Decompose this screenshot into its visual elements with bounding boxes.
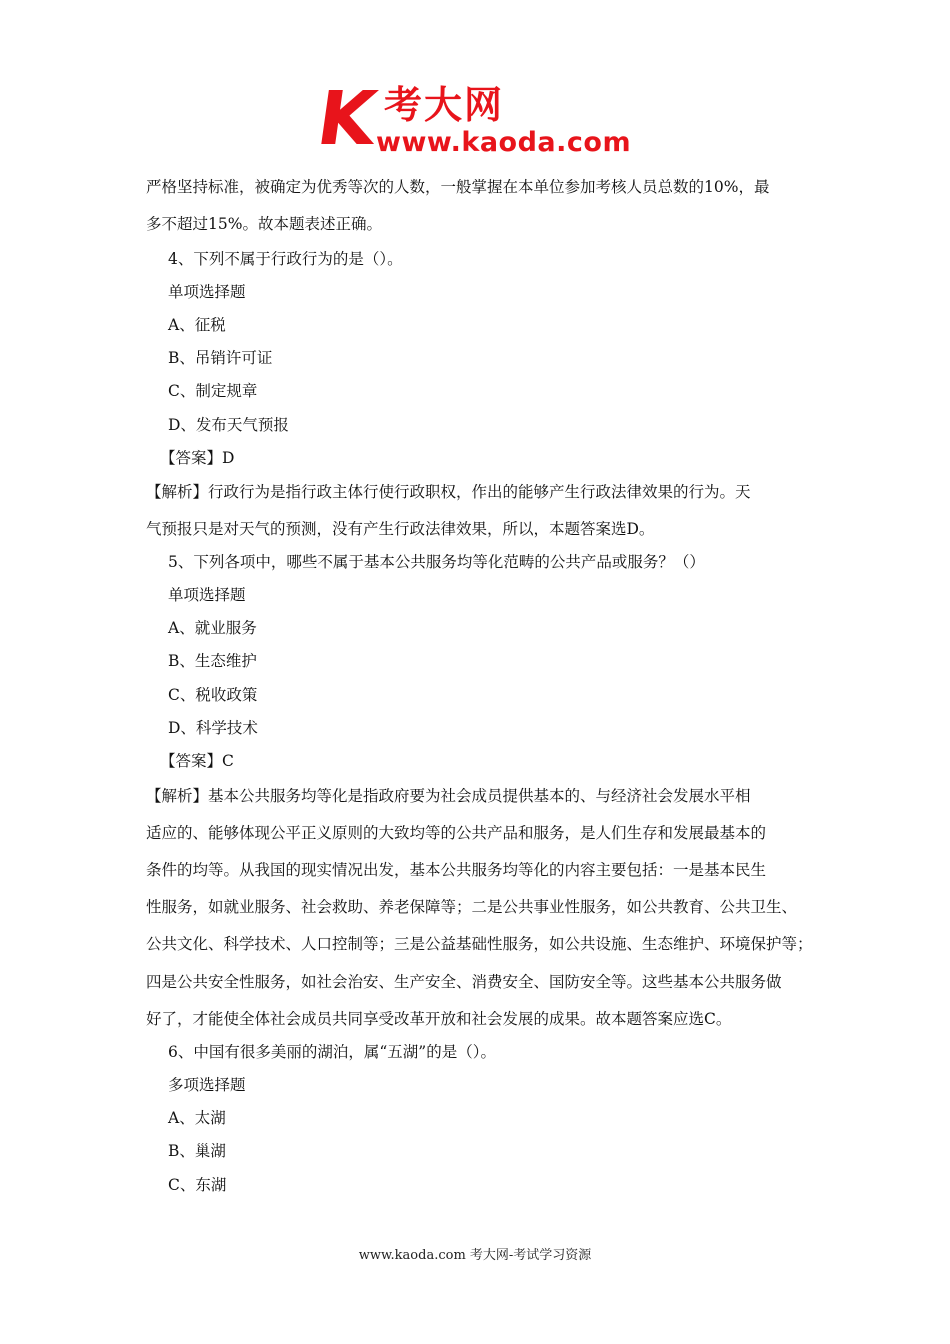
question-5: 5、下列各项中，哪些不属于基本公共服务均等化范畴的公共产品或服务？（）	[168, 553, 705, 571]
explanation-line: 性服务，如就业服务、社会救助、养老保障等；二是公共事业性服务，如公共教育、公共卫生、	[146, 898, 798, 916]
explanation-line: 公共文化、科学技术、人口控制等；三是公益基础性服务，如公共设施、生态维护、环境保护等；	[146, 935, 813, 953]
question-6: 6、中国有很多美丽的湖泊，属“五湖”的是（）。	[168, 1043, 496, 1061]
explanation-line: 四是公共安全性服务，如社会治安、生产安全、消费安全、国防安全等。这些基本公共服务做	[146, 973, 782, 991]
option-c: C、税收政策	[168, 686, 258, 704]
answer: 【答案】C	[160, 752, 234, 770]
logo-name: 考大网	[384, 83, 505, 127]
logo-k-mark: K	[311, 76, 382, 162]
explanation-line: 气预报只是对天气的预测，没有产生行政法律效果，所以，本题答案选D。	[146, 520, 655, 538]
question-type: 单项选择题	[168, 283, 246, 301]
option-a: A、太湖	[168, 1109, 226, 1127]
kaoda-logo	[311, 76, 638, 162]
question-type: 多项选择题	[168, 1076, 246, 1094]
explanation-line: 适应的、能够体现公平正义原则的大致均等的公共产品和服务，是人们生存和发展最基本的	[146, 824, 767, 842]
logo-url: www.kaoda.com	[376, 127, 632, 158]
explanation-line: 【解析】行政行为是指行政主体行使行政职权，作出的能够产生行政法律效果的行为。天	[146, 483, 751, 501]
option-c: C、制定规章	[168, 382, 258, 400]
option-d: D、科学技术	[168, 719, 258, 737]
page-footer: www.kaoda.com 考大网-考试学习资源	[358, 1248, 592, 1263]
option-b: B、生态维护	[168, 652, 257, 670]
option-a: A、就业服务	[168, 619, 257, 637]
option-d: D、发布天气预报	[168, 416, 289, 434]
explanation-line: 条件的均等。从我国的现实情况出发，基本公共服务均等化的内容主要包括：一是基本民生	[146, 861, 767, 879]
option-b: B、巢湖	[168, 1142, 226, 1160]
question-type: 单项选择题	[168, 586, 246, 604]
explanation-line: 【解析】基本公共服务均等化是指政府要为社会成员提供基本的、与经济社会发展水平相	[146, 787, 751, 805]
explanation-line: 好了，才能使全体社会成员共同享受改革开放和社会发展的成果。故本题答案应选C。	[146, 1010, 732, 1028]
answer: 【答案】D	[160, 449, 235, 467]
paragraph-line: 多不超过15%。故本题表述正确。	[146, 215, 382, 233]
question-4: 4、下列不属于行政行为的是（）。	[168, 250, 403, 268]
option-c: C、东湖	[168, 1176, 227, 1194]
option-a: A、征税	[168, 316, 226, 334]
paragraph-line: 严格坚持标准，被确定为优秀等次的人数，一般掌握在本单位参加考核人员总数的10%，最	[146, 178, 770, 196]
option-b: B、吊销许可证	[168, 349, 273, 367]
